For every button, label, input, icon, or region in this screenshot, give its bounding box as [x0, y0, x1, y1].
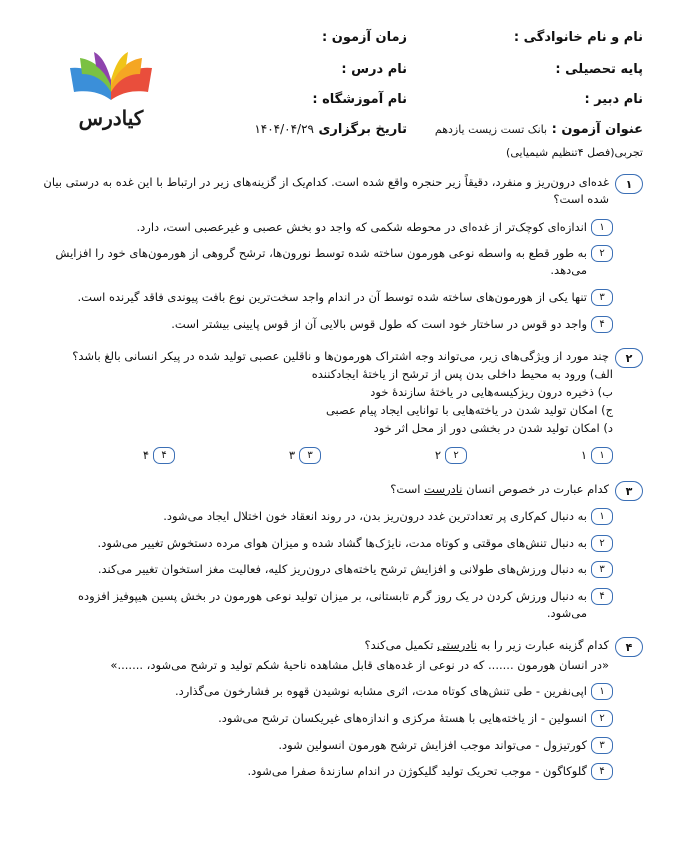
exam-title-value: بانک تست زیست یازدهم [434, 123, 548, 136]
logo [66, 44, 156, 130]
question-number: ۲ [615, 348, 643, 368]
question-text: غده‌ای درون‌ریز و منفرد، دقیقاً زیر حنجره واقع شده است. کدام‌یک از گزینه‌های زیر در ارتباط با این غده به درستی بیان شده است؟ [43, 175, 609, 206]
q2-choice-2[interactable] [435, 447, 467, 464]
option-text: اپی‌نفرین - طی تنش‌های کوتاه مدت، اثری مشابه نوشیدن قهوه بر فشارخون می‌گذارد. [175, 684, 587, 698]
time-label: زمان آزمون : [322, 30, 407, 45]
question-1 [43, 174, 643, 208]
option-text: واجد دو قوس در ساختار خود است که طول قوس بالایی آن از قوس پایینی بیشتر است. [171, 317, 587, 331]
question-text-start: کدام گزینه عبارت زیر را به [477, 638, 609, 652]
option-number: ۳ [591, 289, 613, 306]
option-number: ۲ [591, 535, 613, 552]
question-2 [43, 348, 643, 365]
choice-text: ۱ [580, 448, 587, 462]
option-number: ۱ [591, 683, 613, 700]
q2-item-d: د) امکان تولید شدن در بخشی دور از محل اثر خود [373, 421, 613, 435]
question-4 [43, 637, 643, 654]
option-number: ۴ [153, 447, 175, 464]
option-number: ۴ [591, 763, 613, 780]
q1-option-4[interactable] [53, 316, 613, 333]
option-number: ۴ [591, 316, 613, 333]
question-text-end: تکمیل می‌کند؟ [364, 638, 438, 652]
option-text: به دنبال تنش‌های موقتی و کوتاه مدت، نایژک‌ها گشاد شده و میزان هوای مرده دستخوش تغییر می‌شود. [97, 536, 587, 550]
option-text: به طور قطع به واسطه نوعی هورمون ساخته شده توسط نورون‌ها، ترشح گروهی از هورمون‌های خود را افزایش می‌دهد. [55, 246, 587, 277]
q3-option-4[interactable] [53, 588, 613, 622]
option-number: ۳ [591, 737, 613, 754]
question-text: چند مورد از ویژگی‌های زیر، می‌تواند وجه اشتراک هورمون‌ها و ناقلین عصبی تولید شده در پیکر انسانی بالغ باشد؟ [72, 349, 609, 363]
q2-choice-4[interactable] [143, 447, 175, 464]
exam-title-label: عنوان آزمون : [551, 122, 643, 137]
q4-stem: «در انسان هورمون ....... که در نوعی از غده‌های قابل مشاهده ناحیهٔ شکم تولید و ترشح می‌شود، .......» [110, 658, 609, 672]
teacher-label: نام دبیر : [584, 92, 643, 107]
book-logo-icon [66, 44, 156, 104]
q1-option-1[interactable] [53, 219, 613, 236]
question-text [43, 481, 609, 498]
q4-option-2[interactable] [53, 710, 613, 727]
option-number: ۱ [591, 447, 613, 464]
q2-item-a: الف) ورود به محیط داخلی بدن پس از ترشح از یاختهٔ ایجادکننده [311, 367, 613, 381]
option-number: ۳ [299, 447, 321, 464]
question-3 [43, 481, 643, 498]
option-text: تنها یکی از هورمون‌های ساخته شده توسط آن در اندام واجد سخت‌ترین نوع بافت پیوندی فاقد گیرنده است. [77, 290, 587, 304]
option-number: ۱ [591, 219, 613, 236]
option-number: ۲ [591, 710, 613, 727]
option-number: ۳ [591, 561, 613, 578]
question-number: ۴ [615, 637, 643, 657]
option-text: به دنبال ورزش کردن در یک روز گرم تابستانی، بر میزان تولید نوعی هورمون در بخش پسین هیپوفیز افزوده می‌شود. [78, 589, 587, 620]
q3-option-2[interactable] [53, 535, 613, 552]
q1-option-3[interactable] [53, 289, 613, 306]
q1-option-2[interactable] [53, 245, 613, 279]
question-text-underlined: نادرستی [437, 638, 478, 652]
option-number: ۱ [591, 508, 613, 525]
date-label: تاریخ برگزاری [318, 122, 407, 137]
option-text: اندازه‌ای کوچک‌تر از غده‌ای در محوطه شکمی که واجد دو بخش عصبی و غیرعصبی است، دارد. [136, 220, 587, 234]
grade-label: پایه تحصیلی : [555, 62, 643, 77]
exam-title-line2: تجربی(فصل ۴تنظیم شیمیایی) [506, 146, 643, 159]
q2-item-b: ب) ذخیره درون ریزکیسه‌هایی در یاختهٔ سازندهٔ خود [370, 385, 613, 399]
option-text: کورتیزول - می‌تواند موجب افزایش ترشح هورمون انسولین شود. [278, 738, 587, 752]
question-text [43, 637, 609, 654]
q4-option-4[interactable] [53, 763, 613, 780]
question-text-end: است؟ [390, 482, 425, 496]
option-number: ۲ [591, 245, 613, 262]
logo-text: کیادرس [78, 106, 144, 130]
q4-option-1[interactable] [53, 683, 613, 700]
option-number: ۲ [445, 447, 467, 464]
option-text: به دنبال ورزش‌های طولانی و افزایش ترشح یاخته‌های درون‌ریز کلیه، فعالیت مغز استخوان تغییر می‌کند. [97, 562, 587, 576]
choice-text: ۳ [288, 448, 295, 462]
q3-option-1[interactable] [53, 508, 613, 525]
q2-item-c: ج) امکان تولید شدن در یاخته‌هایی با توانایی ایجاد پیام عصبی [325, 403, 613, 417]
question-text-start: کدام عبارت در خصوص انسان [462, 482, 609, 496]
school-label: نام آموزشگاه : [312, 92, 407, 107]
date-row [254, 122, 407, 137]
date-value: ۱۴۰۴/۰۴/۲۹ [254, 122, 314, 136]
question-number: ۱ [615, 174, 643, 194]
option-text: به دنبال کم‌کاری پر تعدادترین غدد درون‌ریز بدن، در روند انعقاد خون اختلال ایجاد می‌شود. [163, 509, 587, 523]
q2-choice-3[interactable] [289, 447, 321, 464]
q3-option-3[interactable] [53, 561, 613, 578]
option-text: انسولین - از یاخته‌هایی با هستهٔ مرکزی و اندازه‌های غیریکسان ترشح می‌شود. [218, 711, 587, 725]
exam-title-row [435, 122, 643, 137]
choice-text: ۲ [434, 448, 441, 462]
q4-option-3[interactable] [53, 737, 613, 754]
name-label: نام و نام خانوادگی : [513, 30, 643, 45]
option-text: گلوکاگون - موجب تحریک تولید گلیکوژن در اندام سازندهٔ صفرا می‌شود. [247, 764, 587, 778]
question-text-underlined: نادرست [424, 482, 463, 496]
option-number: ۴ [591, 588, 613, 605]
choice-text: ۴ [142, 448, 149, 462]
course-label: نام درس : [341, 62, 407, 77]
q2-choice-1[interactable] [581, 447, 613, 464]
question-number: ۳ [615, 481, 643, 501]
